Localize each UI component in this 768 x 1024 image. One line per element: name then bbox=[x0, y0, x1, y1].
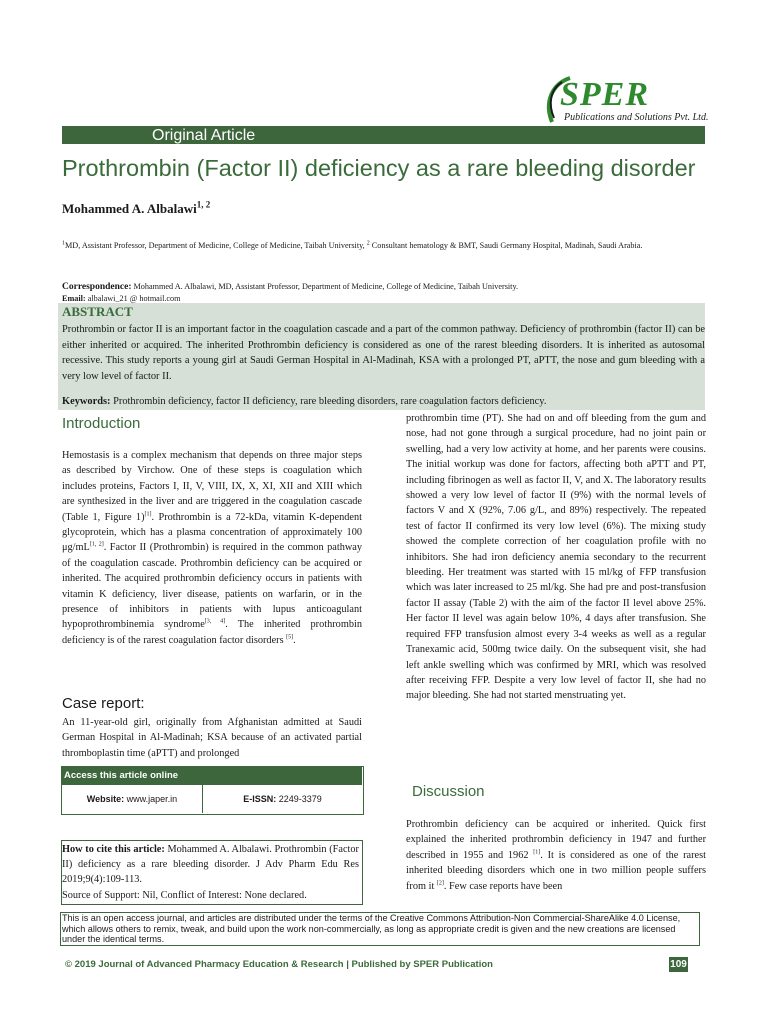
keywords-text: Prothrombin deficiency, factor II deficiency, rare bleeding disorders, rare coagulation factors deficiency. bbox=[113, 396, 547, 407]
abstract-text: Prothrombin or factor II is an important factor in the coagulation cascade and a part of the common pathway. Deficiency of prothrombin (factor II) can be either inherited or acquired. The inherited Prothrombin deficiency is considered as one of the rarest bleeding disorders. It is inherited as autosomal recessive. This study reports a young girl at Saudi German Hospital in Al-Madinah, KSA with a prolonged PT, aPTT, the nose and gum bleeding with a very low level of factor II. bbox=[62, 324, 705, 383]
article-title: Prothrombin (Factor II) deficiency as a rare bleeding disorder bbox=[62, 155, 696, 181]
citation-support: Source of Support: Nil, Conflict of Interest: None declared. bbox=[62, 889, 307, 901]
citation-text: Mohammed A. Albalawi. Prothrombin (Factor II) deficiency as a rare bleeding disorder. J Adv Pharm Edu Res 2019;9(4):109-113. bbox=[62, 844, 359, 886]
correspondence-label: Correspondence: bbox=[62, 282, 132, 292]
footer: © 2019 Journal of Advanced Pharmacy Education & Research | Published by SPER Publication bbox=[65, 959, 493, 970]
intro-p3: . Factor II (Prothrombin) is required in the common pathway of the coagulation cascade. Prothrombin deficiency can be acquired or inherited. The acquired prothrombin deficiency occurs in patients with vitamin K deficiency, liver disease, patients on warfarin, or in the presence of inhibitors in patients with lupus anticoagulant hypoprothrombinemia syndrome bbox=[62, 542, 363, 631]
email-value[interactable]: albalawi_21 @ hotmail.com bbox=[87, 294, 181, 303]
discussion-ref-1[interactable]: [1] bbox=[533, 849, 541, 856]
author-name: Mohammed A. Albalawi bbox=[62, 201, 197, 216]
eissn-value: 2249-3379 bbox=[278, 794, 322, 804]
correspondence-text: Mohammed A. Albalawi, MD, Assistant Professor, Department of Medicine, College of Medicine, Taibah University. bbox=[133, 282, 519, 291]
affil-text-2: Consultant hematology & BMT, Saudi Germany Hospital, Madinah, Saudi Arabia. bbox=[371, 241, 643, 250]
access-heading-text: Access this article online bbox=[64, 770, 179, 781]
citation bbox=[62, 842, 359, 903]
website-label: Website: bbox=[86, 794, 125, 804]
author bbox=[62, 201, 210, 217]
correspondence bbox=[62, 281, 705, 304]
affil-sup-2: 2 bbox=[366, 240, 370, 247]
intro-ref-4[interactable]: [5] bbox=[286, 634, 294, 641]
discussion-ref-2[interactable]: [2] bbox=[436, 880, 444, 887]
keywords bbox=[62, 394, 705, 409]
website-link[interactable]: www.japer.in bbox=[126, 794, 178, 804]
intro-p1: Hemostasis is a complex mechanism that depends on three major steps as described by Virchow. One of these steps is coagulation which includes proteins, Factors I, II, V, VIII, IX, X, XI, XII and XIII which are synthesized in the liver and are triggered in the coagulation cascade (Table 1, Figure 1) bbox=[62, 450, 362, 523]
discussion-t3: . Few case reports have been bbox=[443, 880, 563, 892]
intro-p2: . Prothrombin is a 72-kDa, vitamin K-dependent glycoprotein, which has a plasma concentration of approximately 100 μg/mL bbox=[62, 511, 362, 554]
license-text: This is an open access journal, and articles are distributed under the terms of the Creative Commons Attribution-Non Commercial-ShareAlike 4.0 License, which allows others to remix, tweak, and build upon the work non-commercially, as long as appropriate credit is given and the new creations are licensed under the identical terms. bbox=[62, 913, 681, 944]
keywords-label: Keywords: bbox=[62, 396, 111, 407]
discussion-t1: Prothrombin deficiency can be acquired or inherited. Quick first explained the inherited prothrombin deficiency in 1947 and further described in 1955 and 1962 bbox=[406, 819, 706, 861]
discussion-text bbox=[406, 817, 706, 894]
section-label: Original Article bbox=[152, 127, 256, 144]
case-report-text: An 11-year-old girl, originally from Afghanistan admitted at Saudi German Hospital in Al-Madinah; KSA because of an activated partial thromboplastin time (aPTT) and prolonged bbox=[62, 717, 362, 759]
logo-subtitle: Publications and Solutions Pvt. Ltd. bbox=[564, 112, 709, 123]
discussion-t2: . It is considered as one of the rarest inherited bleeding disorders which one in two million people suffers from it bbox=[406, 849, 706, 892]
citation-label: How to cite this article: bbox=[62, 844, 165, 855]
website bbox=[62, 785, 202, 813]
case-report-continued: prothrombin time (PT). She had on and off bleeding from the gum and nose, had not gone through a surgical procedure, had no joint pain or swelling, had a very low activity at home, and her parents were cousins. The initial workup was done for factors, affecting both aPTT and PT, including fibrinogen as well as factor II, V, and X. The laboratory results showed a very low level of factor II (9%) with the normal levels of factors V and X (92%, 7.06 g/L, and 89%) respectively. The repeated test of factor II confirmed its very low level (6%). The mixing study showed the complete correction of her coagulation profile with no inhibitors. She had iron deficiency anemia secondary to the recurrent bleeding. Her treatment was started with 15 ml/kg of FFP transfusion which was later increased to 25 ml/kg. She had pre and post-transfusion factor II assay (Table 2) with the aim of the factor II level above 25%. Her factor II level was again below 10%, 4 days after transfusion. She required FFP transfusion almost every 3-4 weeks as well as a regular Tranexamic acid, 500mg twice daily. On the subsequent visit, she had left ankle swelling which was confirmed by MRI, which was resolved after receiving FFP. Despite a very low level of factor II, she had no major bleeding. She had not started menstruating yet. bbox=[406, 413, 706, 702]
discussion-heading: Discussion bbox=[412, 783, 485, 800]
introduction-text bbox=[62, 448, 362, 648]
page-number: 109 bbox=[670, 959, 687, 970]
publisher-logo bbox=[540, 74, 710, 126]
email-label: Email: bbox=[62, 294, 86, 303]
intro-ref-1[interactable]: [1] bbox=[144, 511, 152, 518]
intro-ref-2[interactable]: [1, 2] bbox=[89, 542, 104, 549]
access-heading bbox=[62, 767, 362, 785]
abstract-heading: ABSTRACT bbox=[62, 304, 133, 319]
author-sup: 1, 2 bbox=[196, 199, 211, 210]
logo-brand: SPER bbox=[560, 76, 650, 113]
eissn-label: E-ISSN: bbox=[243, 794, 277, 804]
eissn bbox=[203, 785, 362, 813]
intro-p5: . bbox=[293, 634, 296, 646]
affil-text-1: MD, Assistant Professor, Department of Medicine, College of Medicine, Taibah University, bbox=[65, 241, 365, 250]
case-report-heading: Case report: bbox=[62, 695, 145, 712]
introduction-heading: Introduction bbox=[62, 415, 141, 432]
intro-p4: . The inherited prothrombin deficiency is of the rarest coagulation factor disorders bbox=[62, 619, 362, 646]
affiliations bbox=[62, 238, 705, 253]
affil-sup-1: 1 bbox=[62, 240, 65, 247]
intro-ref-3[interactable]: [3, 4] bbox=[204, 619, 226, 626]
